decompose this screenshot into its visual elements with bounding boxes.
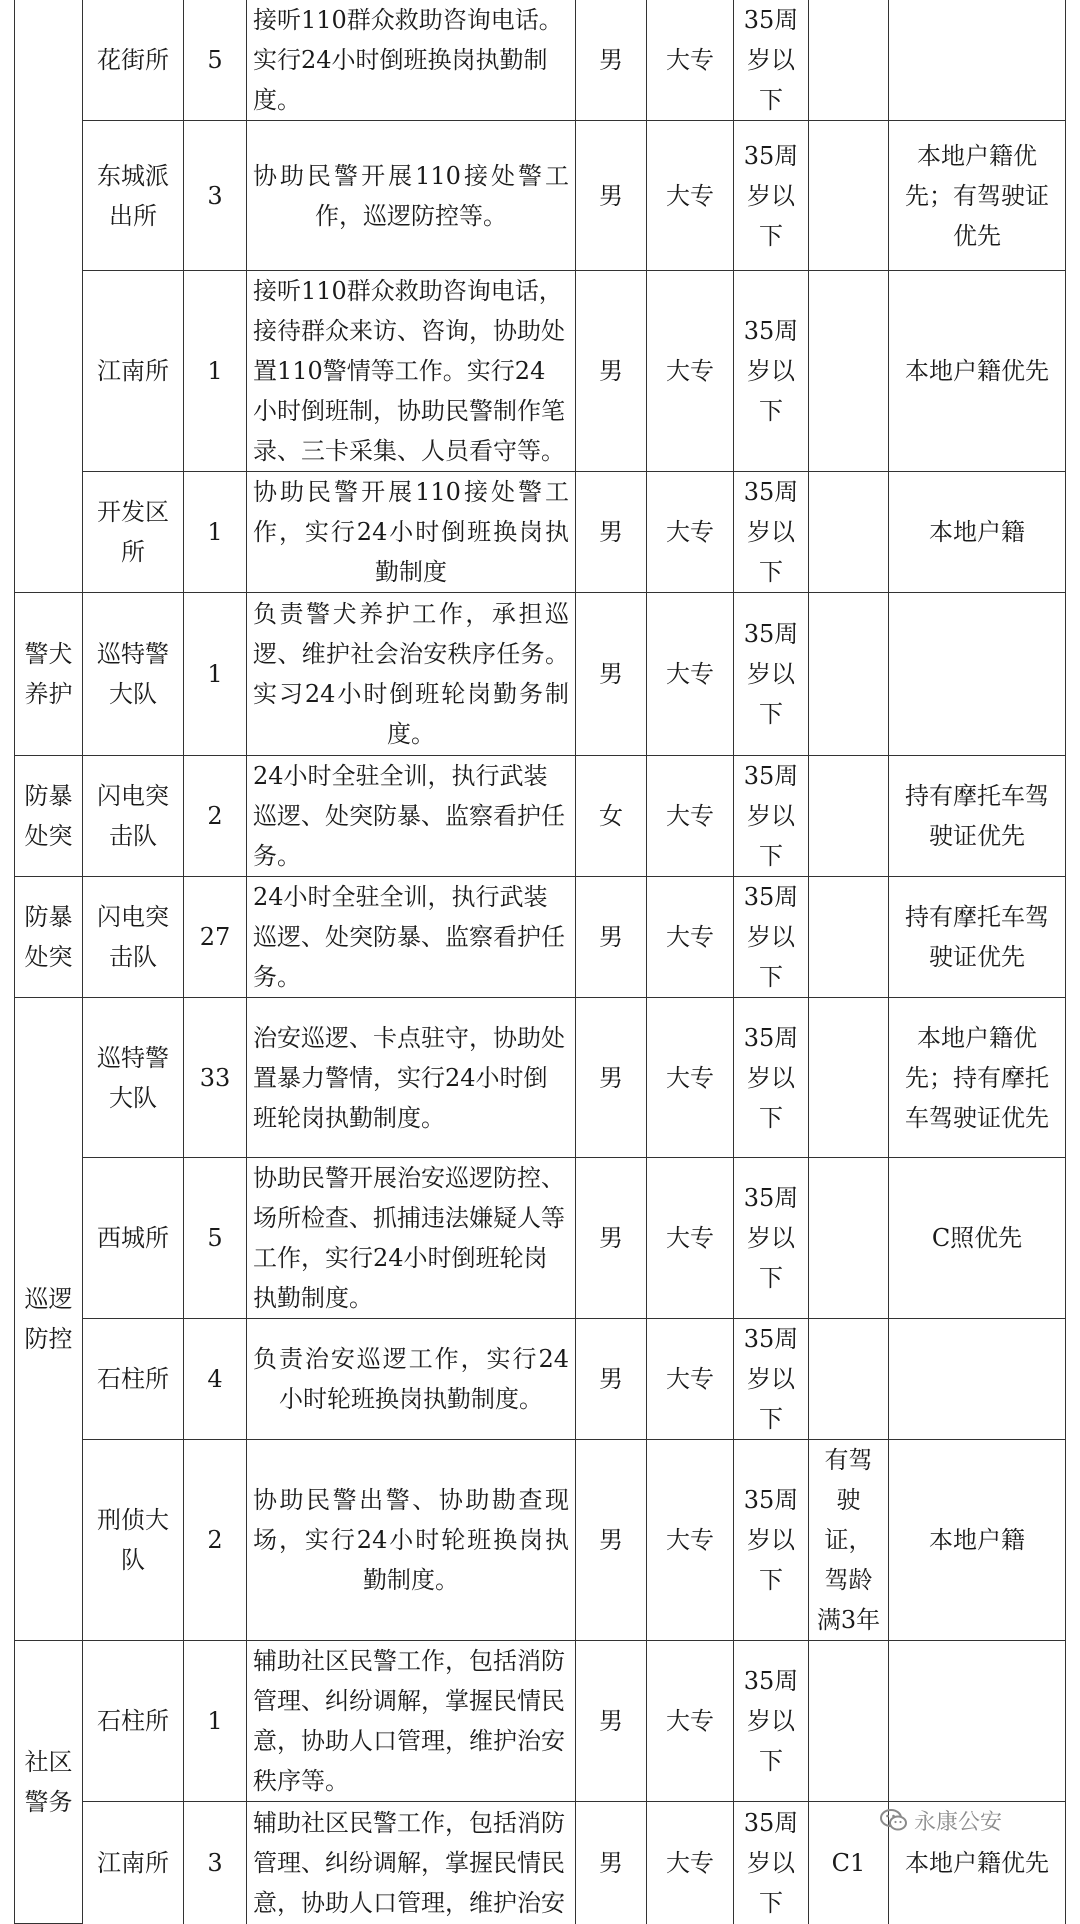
- table-row: [15, 1440, 1066, 1641]
- extra-requirement-cell: [809, 472, 889, 593]
- unit-cell: 开发区所: [83, 472, 184, 593]
- table-row: [15, 0, 1066, 121]
- remark-cell: 持有摩托车驾驶证优先: [889, 756, 1066, 877]
- unit-cell: 花街所: [83, 0, 184, 121]
- gender-cell: 女: [576, 756, 647, 877]
- duty-cell: 辅助社区民警工作，包括消防管理、纠纷调解，掌握民情民意，协助人口管理，维护治安: [247, 1802, 576, 1924]
- category-cell: 社区警务: [15, 1641, 83, 1924]
- age-cell: 35周岁以下: [734, 1802, 809, 1924]
- category-cell: 防暴处突: [15, 877, 83, 998]
- remark-cell: 本地户籍优先；有驾驶证优先: [889, 121, 1066, 271]
- duty-cell: 协助民警开展治安巡逻防控、场所检查、抓捕违法嫌疑人等工作，实行24小时倒班轮岗执勤制度。: [247, 1158, 576, 1319]
- age-cell: 35周岁以下: [734, 1440, 809, 1641]
- duty-cell: 接听110群众救助咨询电话，接待群众来访、咨询，协助处置110警情等工作。实行24小时倒班制，协助民警制作笔录、三卡采集、人员看守等。: [247, 271, 576, 472]
- gender-cell: 男: [576, 1319, 647, 1440]
- education-cell: 大专: [647, 756, 734, 877]
- remark-cell: 本地户籍优先；持有摩托车驾驶证优先: [889, 998, 1066, 1158]
- extra-requirement-cell: [809, 998, 889, 1158]
- education-cell: 大专: [647, 998, 734, 1158]
- extra-requirement-cell: [809, 271, 889, 472]
- gender-cell: 男: [576, 877, 647, 998]
- extra-requirement-cell: [809, 0, 889, 121]
- age-cell: 35周岁以下: [734, 998, 809, 1158]
- duty-cell: 24小时全驻全训，执行武装巡逻、处突防暴、监察看护任务。: [247, 877, 576, 998]
- education-cell: 大专: [647, 1440, 734, 1641]
- extra-requirement-cell: [809, 1641, 889, 1802]
- education-cell: 大专: [647, 1802, 734, 1924]
- duty-cell: 24小时全驻全训，执行武装巡逻、处突防暴、监察看护任务。: [247, 756, 576, 877]
- unit-cell: 闪电突击队: [83, 877, 184, 998]
- extra-requirement-cell: C1: [809, 1802, 889, 1924]
- age-cell: 35周岁以下: [734, 0, 809, 121]
- education-cell: 大专: [647, 1641, 734, 1802]
- gender-cell: 男: [576, 1641, 647, 1802]
- unit-cell: 江南所: [83, 1802, 184, 1924]
- remark-cell: [889, 1641, 1066, 1802]
- duty-cell: 协助民警出警、协助勘查现场，实行24小时轮班换岗执勤制度。: [247, 1440, 576, 1641]
- remark-cell: 本地户籍: [889, 1440, 1066, 1641]
- duty-cell: 辅助社区民警工作，包括消防管理、纠纷调解，掌握民情民意，协助人口管理，维护治安秩序等。: [247, 1641, 576, 1802]
- unit-cell: 石柱所: [83, 1319, 184, 1440]
- count-cell: 1: [184, 1641, 247, 1802]
- count-cell: 2: [184, 756, 247, 877]
- extra-requirement-cell: [809, 1319, 889, 1440]
- table-row: [15, 756, 1066, 877]
- count-cell: 5: [184, 1158, 247, 1319]
- table-row: [15, 1641, 1066, 1802]
- age-cell: 35周岁以下: [734, 271, 809, 472]
- table-row: [15, 472, 1066, 593]
- count-cell: 2: [184, 1440, 247, 1641]
- count-cell: 1: [184, 472, 247, 593]
- age-cell: 35周岁以下: [734, 1158, 809, 1319]
- gender-cell: 男: [576, 1440, 647, 1641]
- category-cell: 警犬养护: [15, 593, 83, 756]
- recruitment-table: [14, 0, 1066, 1924]
- duty-cell: 负责警犬养护工作，承担巡逻、维护社会治安秩序任务。实习24小时倒班轮岗勤务制度。: [247, 593, 576, 756]
- age-cell: 35周岁以下: [734, 877, 809, 998]
- watermark: [880, 1805, 1002, 1835]
- education-cell: 大专: [647, 472, 734, 593]
- education-cell: 大专: [647, 121, 734, 271]
- table-row: [15, 593, 1066, 756]
- table-row: [15, 1158, 1066, 1319]
- remark-cell: 本地户籍优先: [889, 271, 1066, 472]
- age-cell: 35周岁以下: [734, 1319, 809, 1440]
- age-cell: 35周岁以下: [734, 472, 809, 593]
- gender-cell: 男: [576, 593, 647, 756]
- category-cell: 巡逻防控: [15, 998, 83, 1641]
- count-cell: 3: [184, 1802, 247, 1924]
- count-cell: 1: [184, 271, 247, 472]
- category-cell: 防暴处突: [15, 756, 83, 877]
- extra-requirement-cell: 有驾驶证，驾龄满3年: [809, 1440, 889, 1641]
- duty-cell: 接听110群众救助咨询电话。实行24小时倒班换岗执勤制度。: [247, 0, 576, 121]
- count-cell: 4: [184, 1319, 247, 1440]
- count-cell: 1: [184, 593, 247, 756]
- duty-cell: 协助民警开展110接处警工作，实行24小时倒班换岗执勤制度: [247, 472, 576, 593]
- unit-cell: 巡特警大队: [83, 998, 184, 1158]
- remark-cell: 持有摩托车驾驶证优先: [889, 877, 1066, 998]
- education-cell: 大专: [647, 1319, 734, 1440]
- table-row: [15, 998, 1066, 1158]
- duty-cell: 协助民警开展110接处警工作，巡逻防控等。: [247, 121, 576, 271]
- extra-requirement-cell: [809, 756, 889, 877]
- age-cell: 35周岁以下: [734, 121, 809, 271]
- age-cell: 35周岁以下: [734, 756, 809, 877]
- unit-cell: 江南所: [83, 271, 184, 472]
- remark-cell: [889, 593, 1066, 756]
- remark-cell: C照优先: [889, 1158, 1066, 1319]
- category-cell: [15, 0, 83, 593]
- count-cell: 33: [184, 998, 247, 1158]
- gender-cell: 男: [576, 1802, 647, 1924]
- unit-cell: 刑侦大队: [83, 1440, 184, 1641]
- unit-cell: 东城派出所: [83, 121, 184, 271]
- education-cell: 大专: [647, 0, 734, 121]
- gender-cell: 男: [576, 1158, 647, 1319]
- extra-requirement-cell: [809, 1158, 889, 1319]
- extra-requirement-cell: [809, 877, 889, 998]
- count-cell: 5: [184, 0, 247, 121]
- table-row: [15, 877, 1066, 998]
- duty-cell: 治安巡逻、卡点驻守，协助处置暴力警情，实行24小时倒班轮岗执勤制度。: [247, 998, 576, 1158]
- remark-cell: 本地户籍: [889, 472, 1066, 593]
- unit-cell: 巡特警大队: [83, 593, 184, 756]
- education-cell: 大专: [647, 1158, 734, 1319]
- gender-cell: 男: [576, 472, 647, 593]
- wechat-icon: [880, 1808, 908, 1832]
- table-row: [15, 121, 1066, 271]
- table-row: [15, 1319, 1066, 1440]
- duty-cell: 负责治安巡逻工作，实行24小时轮班换岗执勤制度。: [247, 1319, 576, 1440]
- age-cell: 35周岁以下: [734, 1641, 809, 1802]
- watermark-text: 永康公安: [914, 1809, 1003, 1835]
- gender-cell: 男: [576, 271, 647, 472]
- gender-cell: 男: [576, 121, 647, 271]
- unit-cell: 闪电突击队: [83, 756, 184, 877]
- age-cell: 35周岁以下: [734, 593, 809, 756]
- education-cell: 大专: [647, 877, 734, 998]
- count-cell: 27: [184, 877, 247, 998]
- unit-cell: 西城所: [83, 1158, 184, 1319]
- table-row: [15, 271, 1066, 472]
- gender-cell: 男: [576, 0, 647, 121]
- remark-cell: 本地户籍优先: [889, 1802, 1066, 1924]
- count-cell: 3: [184, 121, 247, 271]
- education-cell: 大专: [647, 593, 734, 756]
- unit-cell: 石柱所: [83, 1641, 184, 1802]
- education-cell: 大专: [647, 271, 734, 472]
- remark-cell: [889, 1319, 1066, 1440]
- remark-cell: [889, 0, 1066, 121]
- gender-cell: 男: [576, 998, 647, 1158]
- extra-requirement-cell: [809, 121, 889, 271]
- extra-requirement-cell: [809, 593, 889, 756]
